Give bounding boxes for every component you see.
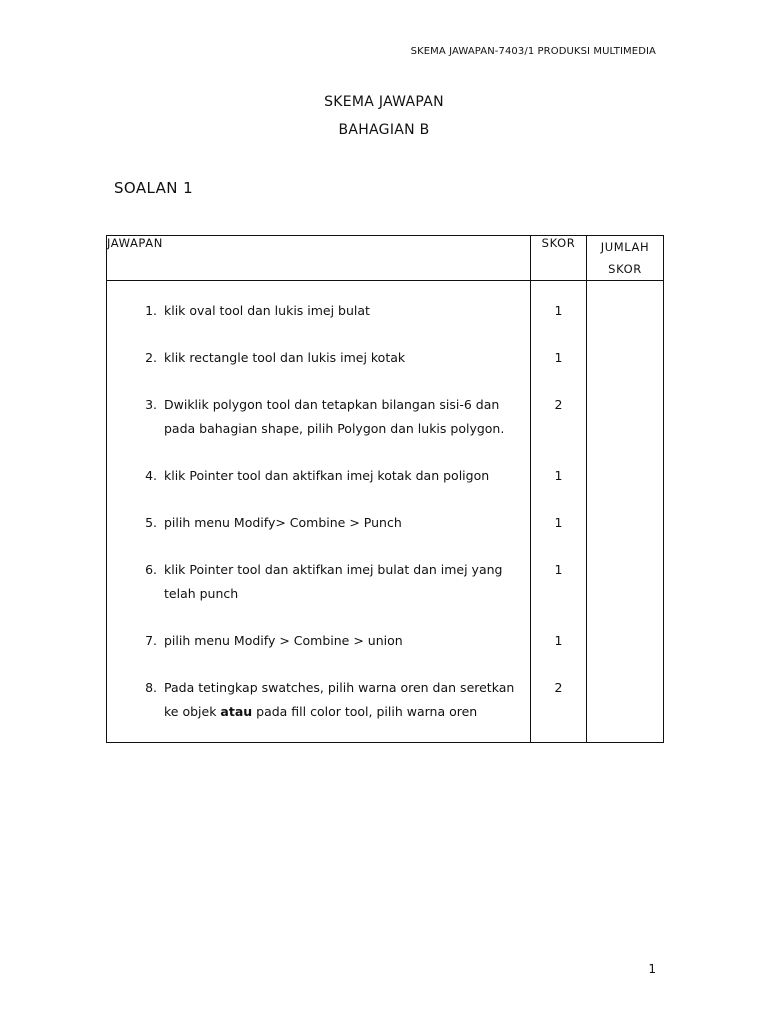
item-text: klik Pointer tool dan aktifkan imej bulat dan imej yang telah punch <box>164 562 503 601</box>
item-score: 1 <box>554 515 563 530</box>
item-text: klik Pointer tool dan aktifkan imej kotak dan poligon <box>164 468 490 483</box>
section-label: SOALAN 1 <box>114 179 194 197</box>
item-text: klik rectangle tool dan lukis imej kotak <box>164 350 406 365</box>
item-text-bold: atau <box>220 704 253 719</box>
document-header: SKEMA JAWAPAN-7403/1 PRODUKSI MULTIMEDIA <box>410 46 656 57</box>
table-body-row <box>107 281 664 743</box>
list-item <box>127 676 520 724</box>
item-text: klik oval tool dan lukis imej bulat <box>164 303 370 318</box>
item-score: 1 <box>554 633 563 648</box>
item-number: 3. <box>145 397 157 412</box>
list-item <box>127 346 520 370</box>
item-text: pilih menu Modify > Combine > union <box>164 633 403 648</box>
item-score: 1 <box>554 303 563 318</box>
answer-table <box>106 235 664 743</box>
item-score: 2 <box>554 397 563 412</box>
list-item <box>127 299 520 323</box>
item-number: 7. <box>145 633 157 648</box>
header-skor: SKOR <box>531 236 587 281</box>
item-score: 1 <box>554 350 563 365</box>
list-item <box>127 629 520 653</box>
item-number: 8. <box>145 680 157 695</box>
page-subtitle: BAHAGIAN B <box>338 122 430 138</box>
item-number: 2. <box>145 350 157 365</box>
list-item <box>127 511 520 535</box>
item-number: 1. <box>145 303 157 318</box>
header-jumlah-skor <box>587 236 664 281</box>
item-text-part: pada fill color tool, pilih warna oren <box>252 704 478 719</box>
item-text-part: Pada tetingkap swatches, pilih warna oren dan seretkan ke objek <box>164 680 515 719</box>
item-number: 6. <box>145 562 157 577</box>
list-item <box>127 558 520 606</box>
item-score: 1 <box>554 468 563 483</box>
jumlah-skor-cell <box>587 281 664 743</box>
item-number: 4. <box>145 468 157 483</box>
list-item <box>127 393 520 441</box>
item-number: 5. <box>145 515 157 530</box>
item-score: 2 <box>554 680 563 695</box>
table-header-row <box>107 236 664 281</box>
score-column <box>531 281 587 743</box>
page-number: 1 <box>648 962 656 976</box>
answer-list <box>107 281 531 743</box>
item-score: 1 <box>554 562 563 577</box>
item-text: pilih menu Modify> Combine > Punch <box>164 515 402 530</box>
list-item <box>127 464 520 488</box>
header-jawapan: JAWAPAN <box>107 236 531 281</box>
item-text: Dwiklik polygon tool dan tetapkan bilangan sisi-6 dan pada bahagian shape, pilih Polygon dan lukis polygon. <box>164 397 505 436</box>
item-text <box>164 676 520 724</box>
page-title: SKEMA JAWAPAN <box>324 94 444 110</box>
header-jumlah-line2: SKOR <box>608 262 642 276</box>
header-jumlah-line1: JUMLAH <box>600 240 650 254</box>
